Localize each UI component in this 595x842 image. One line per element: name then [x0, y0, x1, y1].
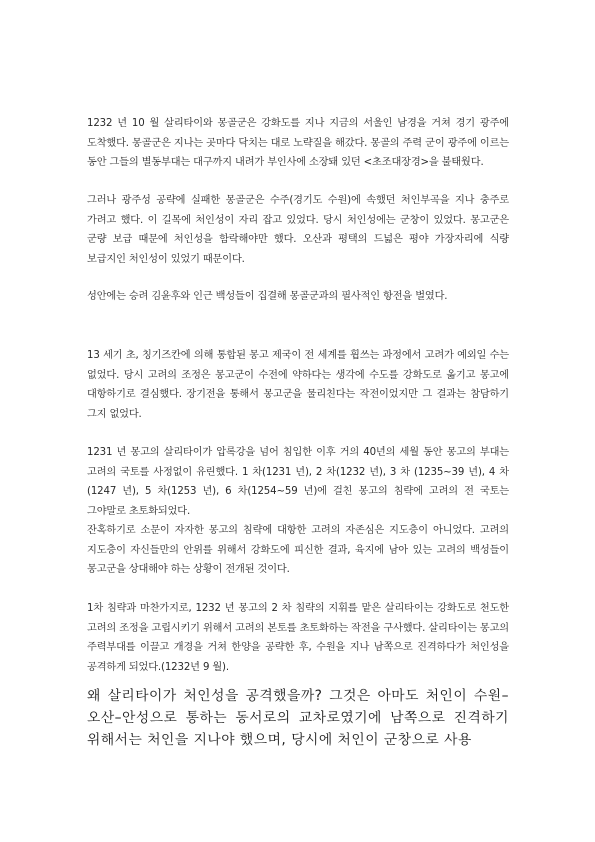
paragraph-13th-century-invasion: 13 세기 초, 칭기즈칸에 의해 통합된 몽고 제국이 전 세계를 휩쓰는 과정에서 고려가 예외일 수는 없었다. 당시 고려의 조정은 몽고군이 수전에 약하다는 생각에 수도를 강화도로 옮기고 몽고에 대항하기로 결심했다. 장기전을 통해서 몽고군을 물리친다는 작전이었지만 그 결과는 참담하기 그지 없었다. — [87, 350, 509, 420]
paragraph-why-cheoin-attacked: 왜 살리타이가 처인성을 공격했을까? 그것은 아마도 처인이 수원–오산–안성으로 통하는 동서로의 교차로였기에 남쪽으로 진격하기 위해서는 처인을 지나야 했으며, 당시에 처인이 군창으로 사용 — [87, 688, 509, 748]
paragraph-invasion-timeline: 1231 년 몽고의 살리타이가 압록강을 넘어 침입한 이후 거의 40년의 세월 동안 몽고의 부대는 고려의 국토를 사정없이 유린했다. 1 차(1231 년), 2 차(1232 년), 3 차 (1235~39 년), 4 차(1247 년), 5 차(1253 년), 6 차(1254~59 년)에 걸친 몽고의 침략에 고려의 전 국토는 그야말로 초토화되었다. — [87, 447, 509, 517]
paragraph-kim-yunhu-resistance: 성안에는 승려 김윤후와 인근 백성들이 집결해 몽골군과의 필사적인 항전을 벌였다. — [87, 291, 448, 302]
paragraph-leadership-fled: 잔혹하기로 소문이 자자한 몽고의 침략에 대항한 고려의 자존심은 지도층이 아니었다. 고려의 지도층이 자신들만의 안위를 위해서 강화도에 피신한 결과, 육지에 남아 있는 고려의 백성들이 몽고군을 상대해야 하는 상황이 전개된 것이다. — [87, 525, 509, 576]
paragraph-mongol-march-to-gwangju: 1232 년 10 월 살리타이와 몽골군은 강화도를 지나 지금의 서울인 남경을 거쳐 경기 광주에 도착했다. 몽골군은 지나는 곳마다 닥치는 대로 노략질을 해갔다. 몽골의 주력 군이 광주에 이르는 동안 그들의 별동부대는 대구까지 내려가 부인사에 소장돼 있던 <초조대장경>을 불태웠다. — [87, 118, 509, 169]
paragraph-second-invasion-salitai: 1차 침략과 마찬가지로, 1232 년 몽고의 2 차 침략의 지휘를 맡은 살리타이는 강화도로 천도한 고려의 조정을 고립시키기 위해서 고려의 본토를 초토화하는 작전을 구사했다. 살리타이는 몽고의 주력부대를 이끌고 개경을 거쳐 한양을 공략한 후, 수원을 지나 남쪽으로 진격하다가 처인성을 공격하게 되었다.(1232년 9 월). — [87, 603, 509, 673]
paragraph-cheoin-fortress-granary: 그러나 광주성 공략에 실패한 몽골군은 수주(경기도 수원)에 속했던 처인부곡을 지나 충주로 가려고 했다. 이 길목에 처인성이 자리 잡고 있었다. 당시 처인성에는 군창이 있었다. 몽고군은 군량 보급 때문에 처인성을 함락해야만 했다. 오산과 평택의 드넓은 평야 가장자리에 식량 보급지인 처인성이 있었기 때문이다. — [87, 195, 509, 265]
